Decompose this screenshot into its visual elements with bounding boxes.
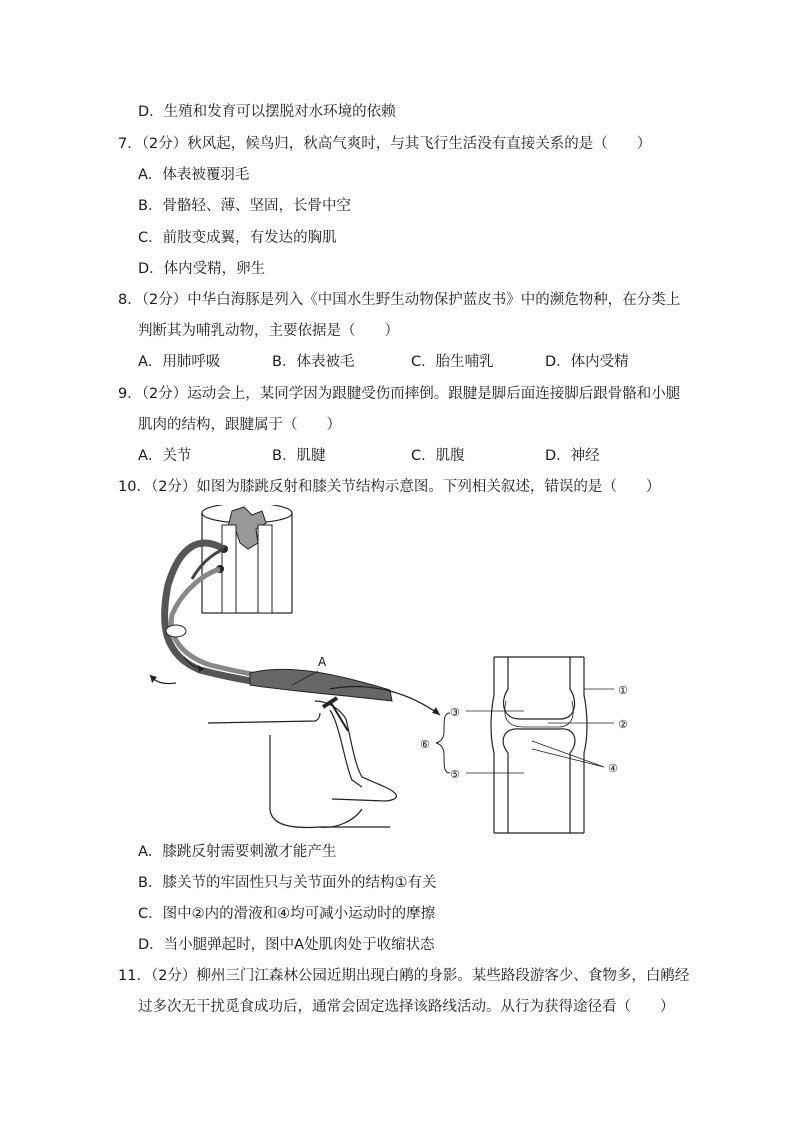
label-4: ④ — [608, 762, 618, 775]
knee-reflex-diagram — [140, 505, 640, 835]
q9-stem-line2: 肌肉的结构，跟腱属于（ ） — [138, 417, 341, 433]
q8-stem-line2: 判断其为哺乳动物，主要依据是（ ） — [138, 323, 399, 339]
q8-option-a: A．用肺呼吸 — [138, 354, 221, 370]
q11-stem-line1: 11．（2分）柳州三门江森林公园近期出现白鹇的身影。某些路段游客少、食物多，白鹇经 — [118, 968, 690, 984]
q7-option-d: D．体内受精，卵生 — [138, 261, 266, 277]
knee-joint-icon — [491, 657, 587, 833]
label-1: ① — [618, 684, 628, 697]
q10-option-c: C．图中②内的滑液和④均可减小运动时的摩擦 — [138, 906, 436, 922]
q8-option-b: B．体表被毛 — [272, 354, 355, 370]
q9-option-d: D．神经 — [545, 448, 600, 464]
q11-stem-line2: 过多次无干扰觅食成功后，通常会固定选择该路线活动。从行为获得途径看（ ） — [138, 999, 675, 1015]
q10-option-a: A．膝跳反射需要刺激才能产生 — [138, 844, 337, 860]
label-3: ③ — [450, 706, 460, 719]
q7-option-b: B．骨骼轻、薄、坚固，长骨中空 — [138, 198, 351, 214]
q10-stem: 10．（2分）如图为膝跳反射和膝关节结构示意图。下列相关叙述，错误的是（ ） — [118, 479, 661, 495]
q8-stem-line1: 8．（2分）中华白海豚是列入《中国水生野生动物保护蓝皮书》中的濒危物种，在分类上 — [118, 292, 681, 308]
q8-option-d: D．体内受精 — [545, 354, 629, 370]
knee-reflex-figure — [140, 505, 640, 835]
q7-option-c: C．前肢变成翼，有发达的胸肌 — [138, 230, 337, 246]
q7-stem: 7．（2分）秋风起，候鸟归，秋高气爽时，与其飞行生活没有直接关系的是（ ） — [118, 136, 652, 152]
thigh-muscle-icon — [250, 669, 392, 701]
q10-option-b: B．膝关节的牢固性只与关节面外的结构①有关 — [138, 875, 437, 891]
q9-option-b: B．肌腱 — [272, 448, 326, 464]
label-5: ⑤ — [450, 768, 460, 781]
label-2: ② — [618, 718, 628, 731]
q10-option-d: D．当小腿弹起时，图中A处肌肉处于收缩状态 — [138, 937, 435, 953]
q6-option-d: D．生殖和发育可以摆脱对水环境的依赖 — [138, 104, 396, 120]
q8-option-c: C．胎生哺乳 — [411, 354, 494, 370]
q9-option-a: A．关节 — [138, 448, 192, 464]
q7-option-a: A．体表被覆羽毛 — [138, 167, 250, 183]
label-6: ⑥ — [420, 738, 430, 751]
label-a: A — [318, 655, 327, 669]
leg-outline-icon — [208, 701, 396, 827]
q9-option-c: C．肌腹 — [411, 448, 465, 464]
reflex-hammer-icon — [323, 698, 348, 731]
q9-stem-line1: 9．（2分）运动会上，某同学因为跟腱受伤而摔倒。跟腱是脚后面连接脚后跟骨骼和小腿 — [118, 386, 681, 402]
spinal-cord-icon — [202, 505, 292, 613]
brace-icon — [436, 713, 450, 773]
